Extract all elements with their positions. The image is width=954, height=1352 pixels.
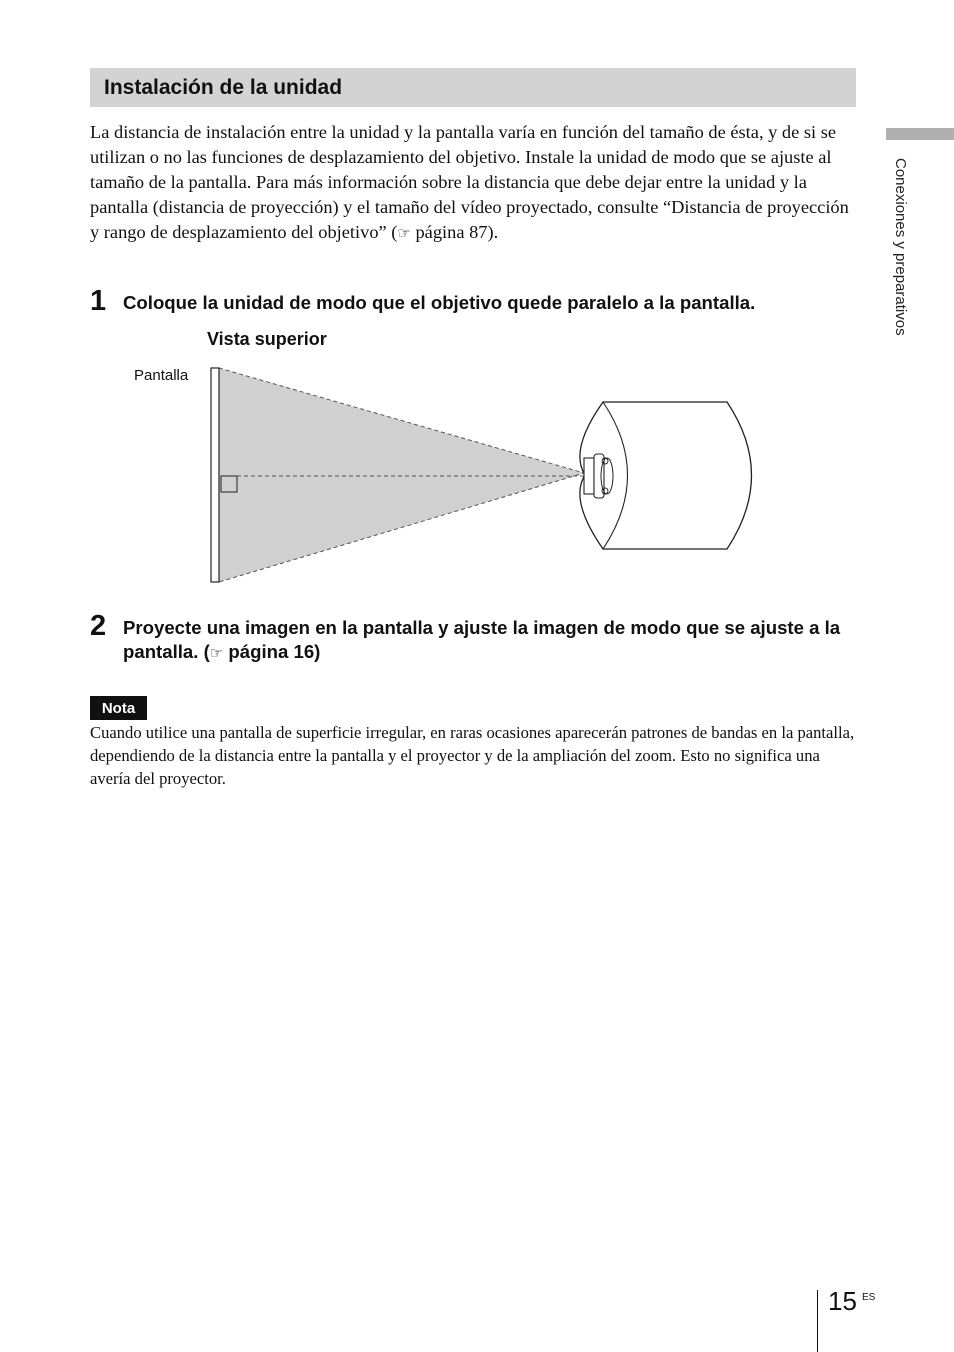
step-page-ref: página 16) — [223, 641, 321, 662]
step-text — [123, 616, 863, 665]
intro-text: La distancia de instalación entre la unidad y la pantalla varía en función del tamaño de ésta, y de si se utilizan o no las funciones de desplazamiento del objetivo. Instale la unidad de modo que se ajuste al tamaño de la pantalla. Para más información sobre la distancia que debe dejar entre la unidad y la pantalla (distancia de proyección) y el tamaño del vídeo proyectado, consulte “Distancia de proyección y rango de desplazamiento del objetivo” ( — [90, 122, 849, 242]
page-number: 15 — [828, 1286, 857, 1316]
step-number: 1 — [90, 285, 107, 317]
note-text: Cuando utilice una pantalla de superficie irregular, en raras ocasiones aparecerán patrones de bandas en la pantalla, dependiendo de la distancia entre la pantalla y el proyector y de la ampliación del zoom. Esto no significa una avería del proyector. — [90, 723, 855, 788]
page-number-rule — [817, 1290, 818, 1352]
screen-shape — [211, 368, 219, 582]
chapter-label: Conexiones y preparativos — [892, 158, 909, 336]
intro-paragraph — [90, 120, 856, 246]
pointing-hand-icon: ☞ — [397, 224, 411, 242]
projector-lens-inner — [594, 454, 604, 498]
chapter-tab — [886, 128, 954, 140]
section-title: Instalación de la unidad — [104, 75, 343, 99]
screen-label: Pantalla — [134, 367, 189, 384]
page-language: ES — [862, 1292, 876, 1303]
step-text: Coloque la unidad de modo que el objetivo quede paralelo a la pantalla. — [123, 292, 756, 313]
section-header — [90, 68, 856, 107]
projector-body — [580, 402, 752, 549]
view-label: Vista superior — [207, 329, 327, 349]
pointing-hand-icon: ☞ — [209, 644, 224, 662]
projection-diagram — [200, 360, 760, 590]
step-text-main: Proyecte una imagen en la pantalla y ajuste la imagen de modo que se ajuste a la pantalla. ( — [123, 617, 841, 662]
projector-lens — [584, 458, 594, 494]
projection-cone — [219, 368, 584, 582]
step-number: 2 — [90, 610, 107, 642]
intro-page-ref: página 87). — [410, 222, 499, 242]
note-badge: Nota — [90, 696, 147, 720]
